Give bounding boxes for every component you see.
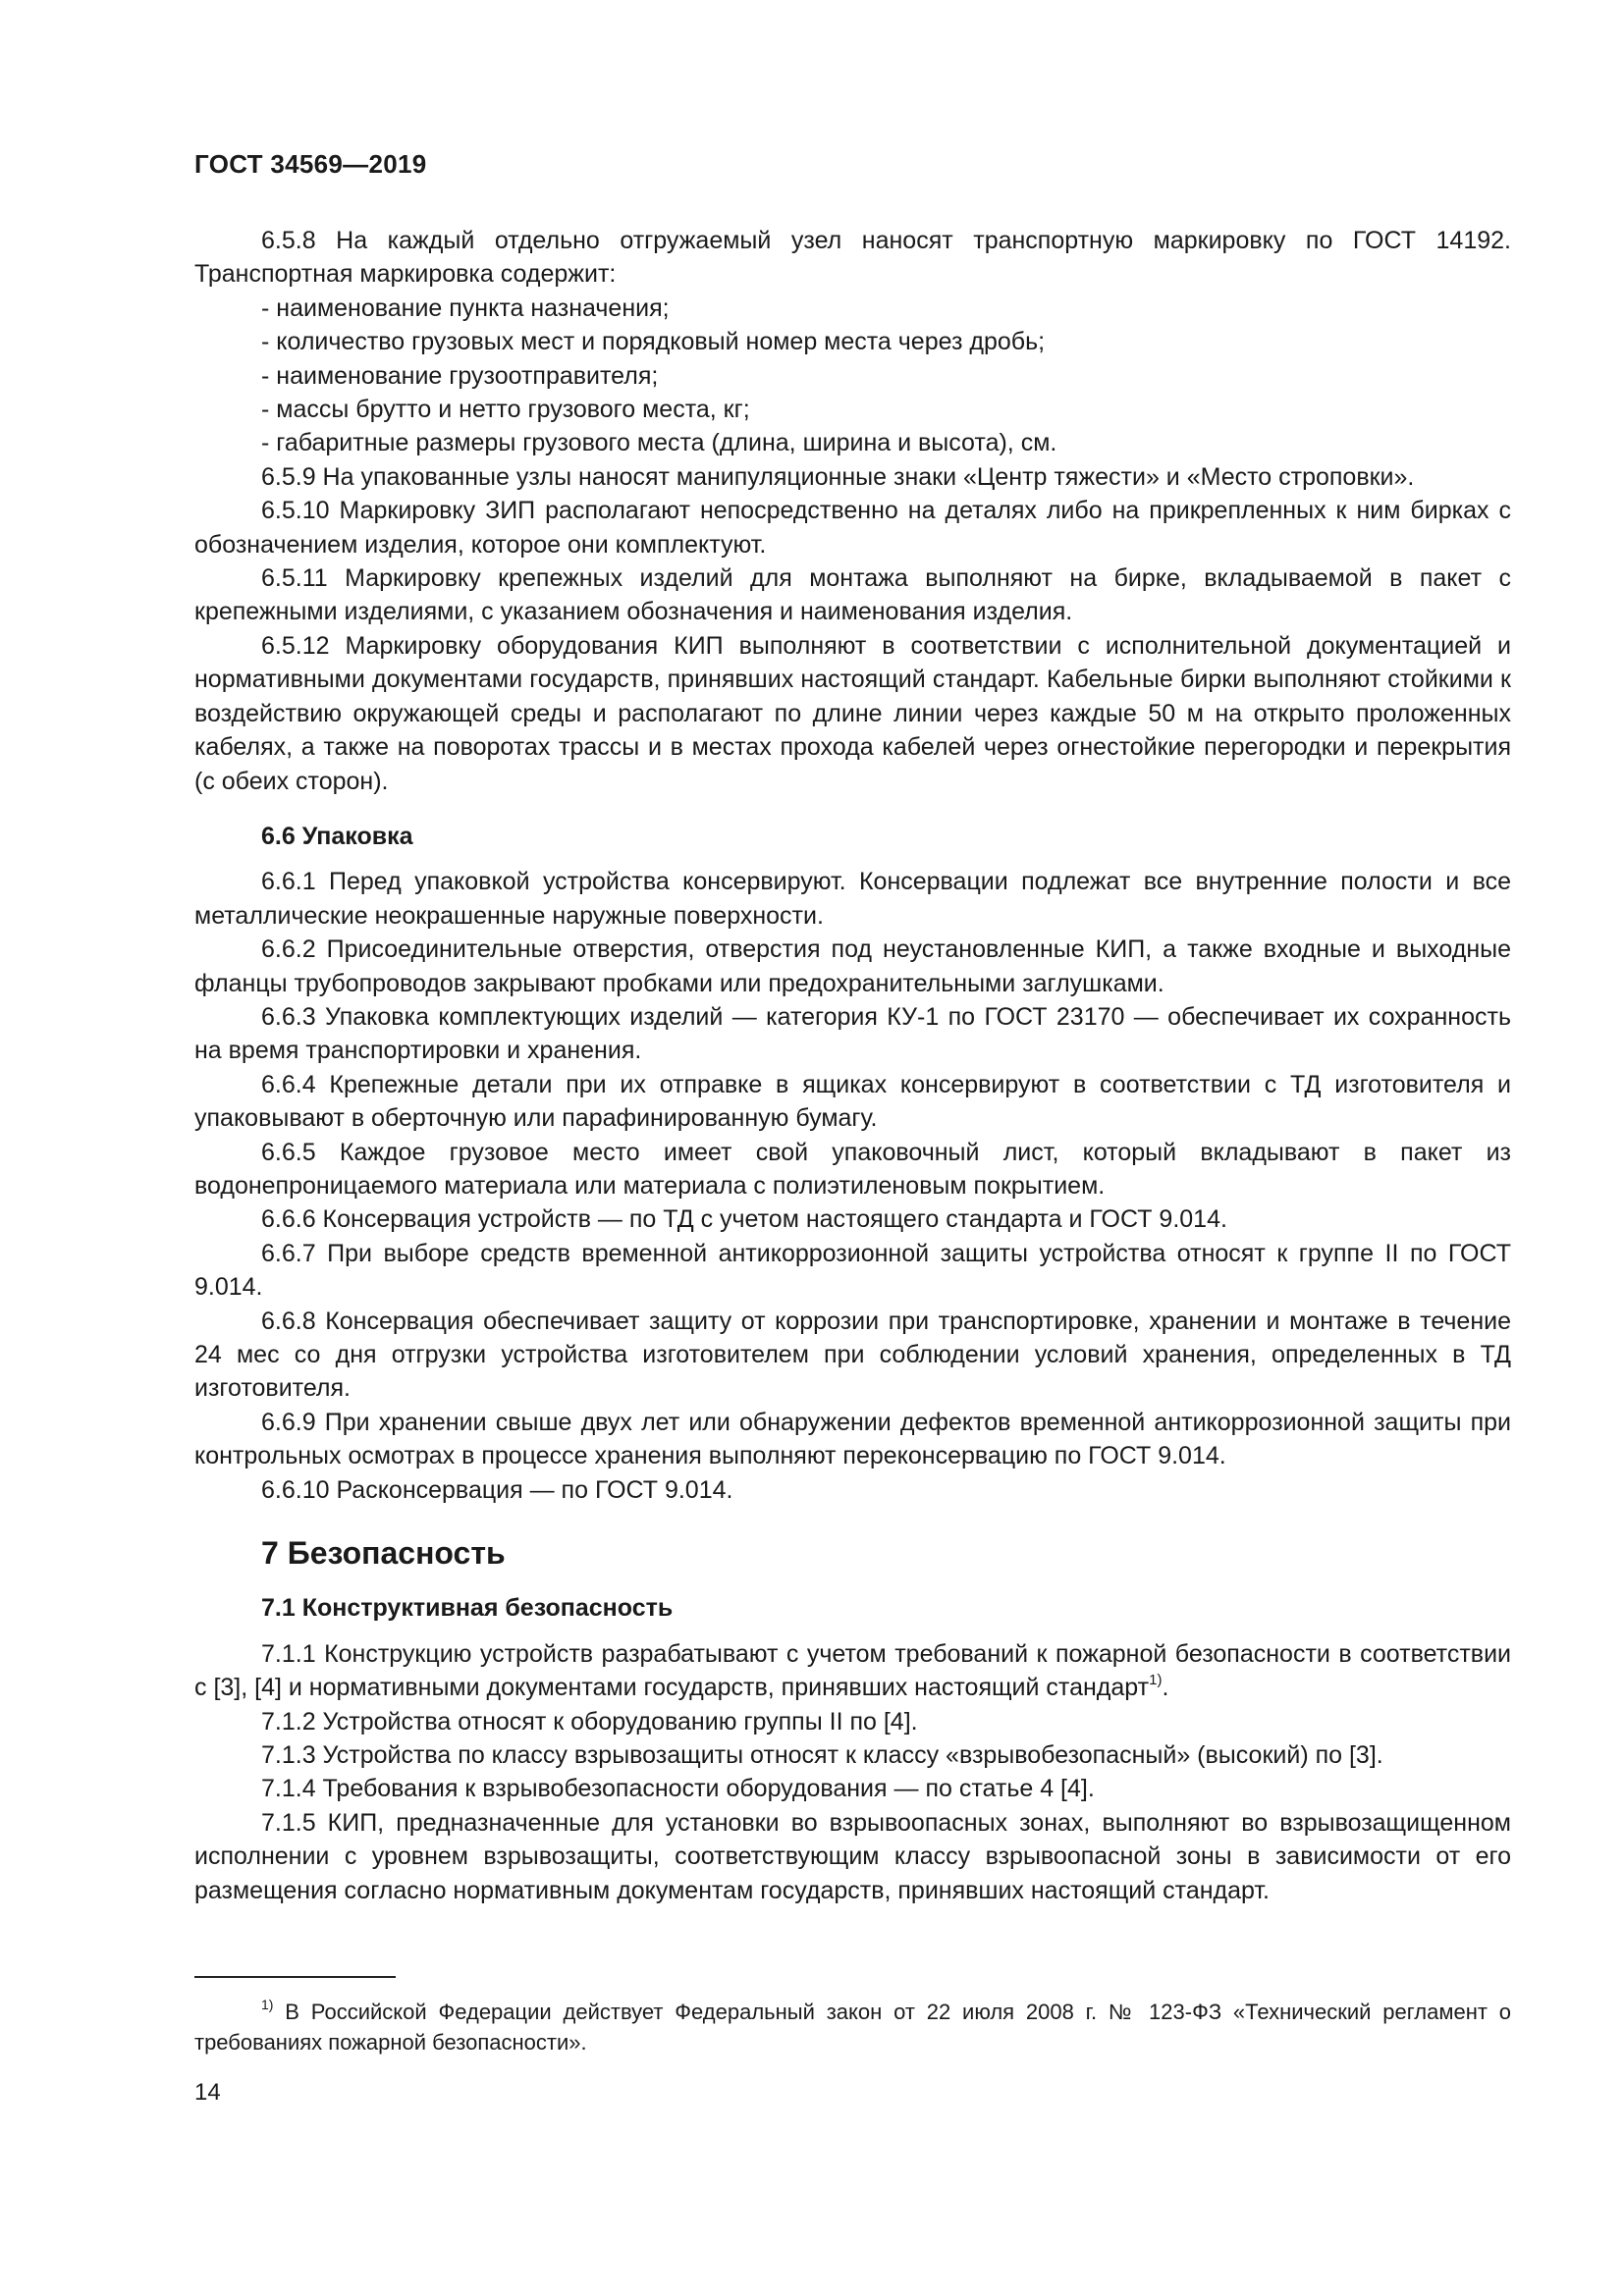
paragraph-6-6-8: 6.6.8 Консервация обеспечивает защиту от коррозии при транспортировке, хранении и монтаже в течение 24 мес со дня отгрузки устройства изготовителем при соблюдении условий хранения, определенных в ТД изготовителя. [194,1307,1511,1403]
paragraph-end: . [1162,1674,1169,1702]
footnote [194,1997,1511,2057]
paragraph-7-1-1 [194,1637,1511,1705]
list-item: - наименование грузоотправителя; [261,361,659,390]
document-body [194,224,1511,1907]
paragraph-6-6-7: 6.6.7 При выборе средств временной антикоррозионной защиты устройства относят к группе II по ГОСТ 9.014. [194,1239,1511,1302]
list-item: - количество грузовых мест и порядковый номер места через дробь; [261,328,1046,356]
section-heading-7: 7 Безопасность [261,1535,506,1572]
subsection-heading-7-1: 7.1 Конструктивная безопасность [261,1594,674,1623]
footnote-text: В Российской Федерации действует Федеральный закон от 22 июля 2008 г. № 123-ФЗ «Технический регламент о требованиях пожарной безопасности». [194,2000,1511,2055]
page-number: 14 [194,2079,221,2106]
paragraph-6-6-9: 6.6.9 При хранении свыше двух лет или обнаружении дефектов временной антикоррозионной защиты при контрольных осмотрах в процессе хранения выполняют переконсервацию по ГОСТ 9.014. [194,1408,1511,1470]
paragraph-7-1-2: 7.1.2 Устройства относят к оборудованию группы II по [4]. [261,1707,918,1735]
list-item: - наименование пункта назначения; [261,294,670,322]
paragraph-text: 7.1.1 Конструкцию устройств разрабатывают с учетом требований к пожарной безопасности в соответствии с [3], [4] и нормативными документами государств, принявших настоящий стандарт [194,1639,1511,1702]
paragraph-6-6-2: 6.6.2 Присоединительные отверстия, отверстия под неустановленные КИП, а также входные и выходные фланцы трубопроводов закрывают пробками или предохранительными заглушками. [194,935,1511,997]
paragraph-6-5-9: 6.5.9 На упакованные узлы наносят манипуляционные знаки «Центр тяжести» и «Место строповки». [261,462,1415,491]
footnote-reference[interactable]: 1) [1149,1671,1163,1688]
list-item: - габаритные размеры грузового места (длина, ширина и высота), см. [261,429,1057,457]
paragraph-7-1-5: 7.1.5 КИП, предназначенные для установки во взрывоопасных зонах, выполняют во взрывозащищенном исполнении с уровнем взрывозащиты, соответствующим классу взрывоопасной зоны в зависимости от его размещения согласно нормативным документам государств, принявших настоящий стандарт. [194,1808,1511,1904]
paragraph-6-6-1: 6.6.1 Перед упаковкой устройства консервируют. Консервации подлежат все внутренние полости и все металлические неокрашенные наружные поверхности. [194,868,1511,930]
paragraph-6-5-12: 6.5.12 Маркировку оборудования КИП выполняют в соответствии с исполнительной документацией и нормативными документами государств, принявших настоящий стандарт. Кабельные бирки выполняют стойкими к воздействию окружающей среды и располагают по длине линии через каждые 50 м на открыто проложенных кабелях, а также на поворотах трассы и в местах прохода кабелей через огнестойкие перегородки и перекрытия (с обеих сторон). [194,631,1511,795]
document-header: ГОСТ 34569—2019 [194,149,427,179]
subsection-heading-6-6: 6.6 Упаковка [261,822,413,850]
paragraph-6-5-11: 6.5.11 Маркировку крепежных изделий для монтажа выполняют на бирке, вкладываемой в пакет с крепежными изделиями, с указанием обозначения и наименования изделия. [194,564,1511,626]
paragraph-7-1-4: 7.1.4 Требования к взрывобезопасности оборудования — по статье 4 [4]. [261,1775,1095,1803]
paragraph-7-1-3: 7.1.3 Устройства по классу взрывозащиты относят к классу «взрывобезопасный» (высокий) по [3]. [261,1741,1383,1770]
paragraph-6-5-10: 6.5.10 Маркировку ЗИП располагают непосредственно на деталях либо на прикрепленных к ним бирках с обозначением изделия, которое они комплектуют. [194,497,1511,559]
list-item: - массы брутто и нетто грузового места, кг; [261,396,750,424]
paragraph-6-6-4: 6.6.4 Крепежные детали при их отправке в ящиках консервируют в соответствии с ТД изготовителя и упаковывают в оберточную или парафинированную бумагу. [194,1070,1511,1133]
paragraph-6-6-6: 6.6.6 Консервация устройств — по ТД с учетом настоящего стандарта и ГОСТ 9.014. [261,1205,1227,1234]
footnote-mark: 1) [261,1996,274,2012]
paragraph-6-5-8: 6.5.8 На каждый отдельно отгружаемый узел наносят транспортную маркировку по ГОСТ 14192. Транспортная маркировка содержит: [194,227,1511,289]
paragraph-6-6-3: 6.6.3 Упаковка комплектующих изделий — категория КУ-1 по ГОСТ 23170 — обеспечивает их сохранность на время транспортировки и хранения. [194,1002,1511,1065]
footnote-divider [194,1976,396,1978]
paragraph-6-6-10: 6.6.10 Расконсервация — по ГОСТ 9.014. [261,1475,733,1504]
paragraph-6-6-5: 6.6.5 Каждое грузовое место имеет свой упаковочный лист, который вкладывают в пакет из водонепроницаемого материала или материала с полиэтиленовым покрытием. [194,1138,1511,1200]
